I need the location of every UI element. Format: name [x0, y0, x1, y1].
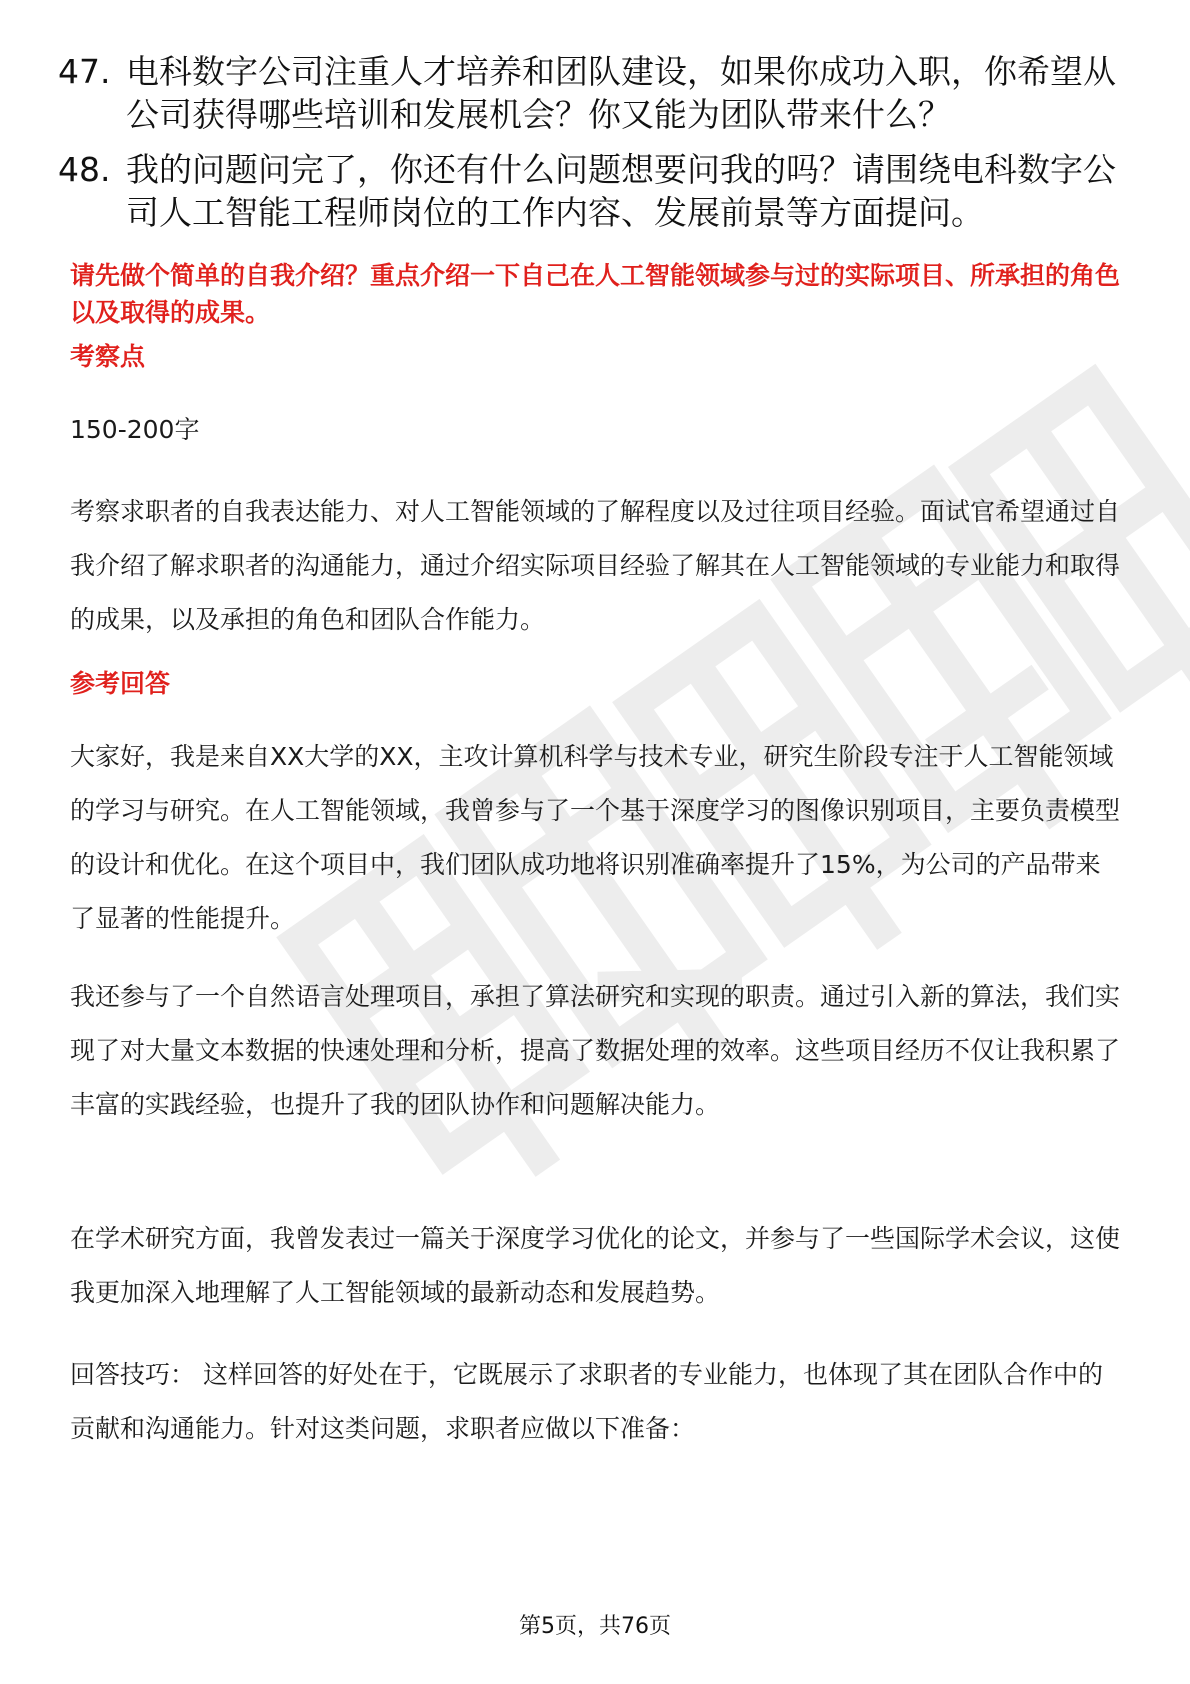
- question-47: [58, 50, 1118, 136]
- question-number: 48.: [58, 150, 111, 189]
- reference-answer-label: 参考回答: [70, 669, 171, 698]
- exam-points-text: 考察求职者的自我表达能力、对人工智能领域的了解程度以及过往项目经验。面试官希望通过自我介绍了解求职者的沟通能力，通过介绍实际项目经验了解其在人工智能领域的专业能力和取得的成果，以及承担的角色和团队合作能力。: [70, 497, 1121, 634]
- answer-tips-text: 回答技巧： 这样回答的好处在于，它既展示了求职者的专业能力，也体现了其在团队合作中的贡献和沟通能力。针对这类问题，求职者应做以下准备：: [70, 1360, 1103, 1443]
- word-count-text: 150-200字: [70, 415, 200, 444]
- question-text: 电科数字公司注重人才培养和团队建设，如果你成功入职，你希望从公司获得哪些培训和发展机会？你又能为团队带来什么？: [126, 52, 1116, 134]
- answer-paragraph: 大家好，我是来自XX大学的XX，主攻计算机科学与技术专业，研究生阶段专注于人工智能领域的学习与研究。在人工智能领域，我曾参与了一个基于深度学习的图像识别项目，主要负责模型的设计和优化。在这个项目中，我们团队成功地将识别准确率提升了15%，为公司的产品带来了显著的性能提升。: [70, 742, 1121, 933]
- interview-question-headline: 请先做个简单的自我介绍？重点介绍一下自己在人工智能领域参与过的实际项目、所承担的角色以及取得的成果。: [70, 261, 1121, 327]
- answer-paragraph: 在学术研究方面，我曾发表过一篇关于深度学习优化的论文，并参与了一些国际学术会议，这使我更加深入地理解了人工智能领域的最新动态和发展趋势。: [70, 1224, 1121, 1307]
- answer-paragraph: 我还参与了一个自然语言处理项目，承担了算法研究和实现的职责。通过引入新的算法，我们实现了对大量文本数据的快速处理和分析，提高了数据处理的效率。这些项目经历不仅让我积累了丰富的实践经验，也提升了我的团队协作和问题解决能力。: [70, 982, 1121, 1119]
- question-number: 47.: [58, 52, 111, 91]
- exam-points-label: 考察点: [70, 342, 146, 371]
- question-text: 我的问题问完了，你还有什么问题想要问我的吗？请围绕电科数字公司人工智能工程师岗位的工作内容、发展前景等方面提问。: [126, 150, 1116, 232]
- question-48: [58, 148, 1118, 234]
- page-footer: 第5页，共76页: [519, 1614, 671, 1639]
